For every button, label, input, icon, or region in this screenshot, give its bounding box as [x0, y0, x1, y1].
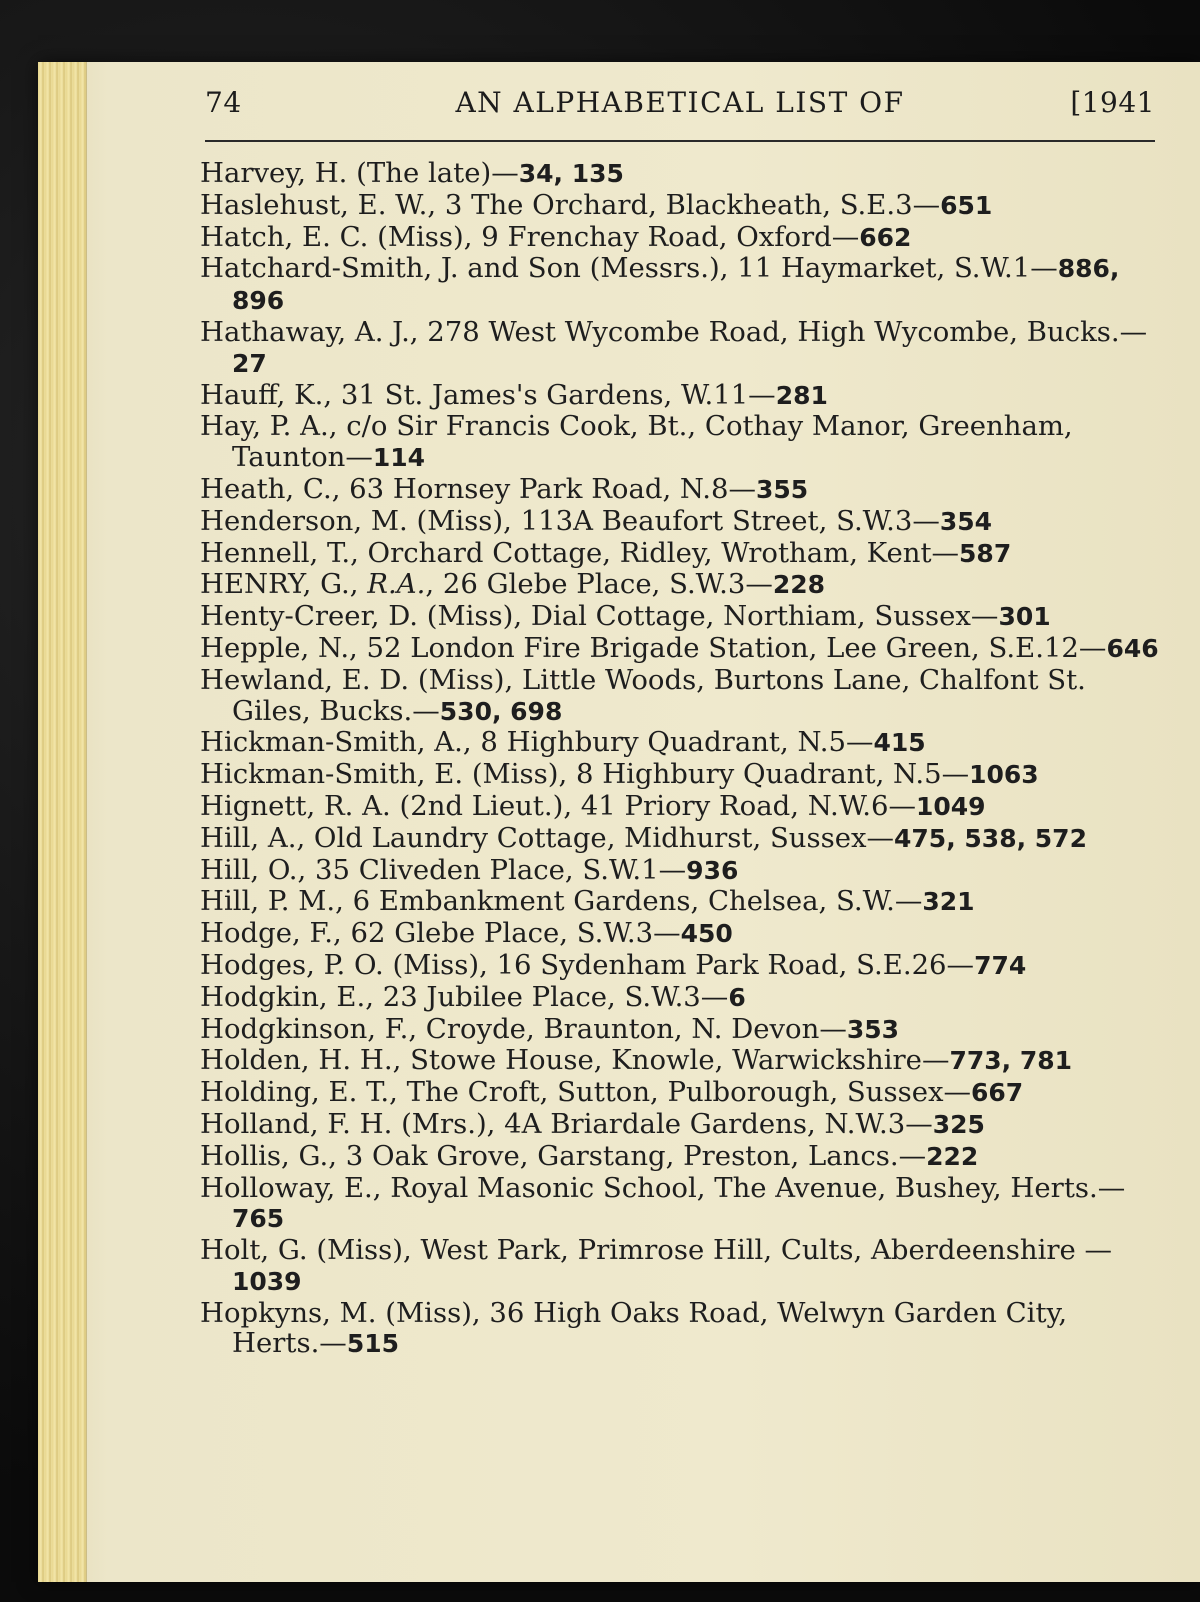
- list-item: [200, 538, 1160, 570]
- entry-text: Hickman-Smith, A., 8 Highbury Quadrant, N.5—: [200, 726, 874, 759]
- list-item: [200, 253, 1160, 317]
- entry-refs: 886, 896: [232, 254, 1120, 316]
- entry-list: [200, 158, 1160, 1360]
- list-item: [200, 190, 1160, 222]
- entry-text: Hathaway, A. J., 278 West Wycombe Road, High Wycombe, Bucks.—: [200, 315, 1148, 348]
- list-item: [200, 569, 1160, 601]
- list-item: [200, 380, 1160, 412]
- entry-refs: 222: [926, 1141, 979, 1171]
- entry-refs: 475, 538, 572: [894, 823, 1087, 853]
- entry-refs: 450: [680, 919, 733, 949]
- list-item: [200, 1109, 1160, 1141]
- list-item: [200, 886, 1160, 918]
- entry-refs: 587: [959, 538, 1012, 568]
- header-rule: [205, 140, 1155, 142]
- entry-refs: 114: [372, 443, 426, 473]
- entry-text: Hill, O., 35 Cliveden Place, S.W.1—: [200, 853, 687, 886]
- list-item: [200, 1014, 1160, 1046]
- list-item: [200, 1045, 1160, 1077]
- list-item: [200, 982, 1160, 1014]
- entry-text: Hay, P. A., c/o Sir Francis Cook, Bt., Cothay Manor, Greenham, Taunton—: [200, 410, 1073, 474]
- entry-refs: 354: [939, 506, 993, 536]
- entry-text: Haslehust, E. W., 3 The Orchard, Blackheath, S.E.3—: [200, 188, 941, 221]
- list-item: [200, 222, 1160, 254]
- list-item: [200, 1235, 1160, 1298]
- entry-refs: 1049: [915, 791, 986, 821]
- entry-text: Hatch, E. C. (Miss), 9 Frenchay Road, Oxford—: [200, 220, 860, 253]
- list-item: [200, 855, 1160, 887]
- entry-refs: 1063: [969, 760, 1039, 790]
- entry-refs: 325: [932, 1109, 985, 1139]
- entry-text: Holt, G. (Miss), West Park, Primrose Hill, Cults, Aberdeenshire —: [200, 1234, 1113, 1267]
- entry-refs: 646: [1106, 633, 1159, 663]
- list-item: [200, 633, 1160, 665]
- entry-refs: 228: [772, 570, 826, 600]
- entry-text: Hollis, G., 3 Oak Grove, Garstang, Preston, Lancs.—: [200, 1139, 927, 1172]
- entry-text: Hatchard-Smith, J. and Son (Messrs.), 11 Haymarket, S.W.1—: [200, 252, 1058, 285]
- list-item: [200, 1298, 1160, 1361]
- list-item: [200, 791, 1160, 823]
- list-item: [200, 411, 1160, 474]
- list-item: [200, 759, 1160, 791]
- entry-text: Hickman-Smith, E. (Miss), 8 Highbury Quadrant, N.5—: [200, 758, 970, 791]
- entry-refs: 515: [346, 1329, 399, 1359]
- entry-text: Hennell, T., Orchard Cottage, Ridley, Wrotham, Kent—: [200, 536, 960, 569]
- entry-text: Hignett, R. A. (2nd Lieut.), 41 Priory Road, N.W.6—: [200, 789, 916, 822]
- entry-text: Hodge, F., 62 Glebe Place, S.W.3—: [200, 917, 681, 950]
- list-item: [200, 474, 1160, 506]
- entry-name: HENRY, G.,: [200, 568, 368, 601]
- entry-text: Hill, A., Old Laundry Cottage, Midhurst, Sussex—: [200, 821, 895, 854]
- list-item: [200, 601, 1160, 633]
- page-number: 74: [205, 86, 242, 119]
- running-title: AN ALPHABETICAL LIST OF: [455, 86, 905, 119]
- entry-text: Harvey, H. (The late)—: [200, 157, 519, 189]
- entry-refs: 353: [846, 1014, 900, 1044]
- list-item: [200, 665, 1160, 728]
- entry-refs: 415: [873, 728, 926, 758]
- list-item: [200, 317, 1160, 380]
- page-edge: [38, 62, 87, 1582]
- entry-text: Henty-Creer, D. (Miss), Dial Cottage, Northiam, Sussex—: [200, 600, 999, 633]
- entry-text: Hopkyns, M. (Miss), 36 High Oaks Road, Welwyn Garden City, Herts.—: [200, 1296, 1068, 1360]
- list-item: [200, 727, 1160, 759]
- entry-text: Hodgkinson, F., Croyde, Braunton, N. Devon—: [200, 1012, 847, 1045]
- entry-text: Hauff, K., 31 St. James's Gardens, W.11—: [200, 378, 776, 411]
- entry-refs: 530, 698: [439, 696, 563, 726]
- entry-refs: 34, 135: [518, 159, 624, 188]
- entry-text: Hodgkin, E., 23 Jubilee Place, S.W.3—: [200, 980, 729, 1013]
- entry-text: Hodges, P. O. (Miss), 16 Sydenham Park Road, S.E.26—: [200, 948, 975, 981]
- entry-text: , 26 Glebe Place, S.W.3—: [425, 568, 773, 601]
- list-item: [200, 1077, 1160, 1109]
- entry-refs: 667: [970, 1078, 1024, 1108]
- entry-refs: 774: [974, 950, 1027, 980]
- entry-refs: 355: [755, 474, 809, 504]
- list-item: [200, 158, 1160, 190]
- entry-text: Holloway, E., Royal Masonic School, The Avenue, Bushey, Herts.—: [200, 1171, 1126, 1204]
- entry-text: Hill, P. M., 6 Embankment Gardens, Chelsea, S.W.—: [200, 885, 923, 918]
- entry-refs: 321: [922, 887, 975, 917]
- entry-honour: R.A.: [367, 568, 426, 601]
- entry-refs: 6: [728, 982, 746, 1012]
- list-item: [200, 918, 1160, 950]
- list-item: [200, 950, 1160, 982]
- entry-text: Heath, C., 63 Hornsey Park Road, N.8—: [200, 472, 756, 505]
- entry-refs: 773, 781: [949, 1046, 1073, 1076]
- entry-text: Holden, H. H., Stowe House, Knowle, Warwickshire—: [200, 1044, 950, 1077]
- entry-refs: 1039: [232, 1266, 302, 1296]
- entry-refs: 301: [998, 602, 1051, 632]
- entry-refs: 27: [232, 348, 267, 378]
- list-item: [200, 823, 1160, 855]
- entry-text: Holland, F. H. (Mrs.), 4A Briardale Gardens, N.W.3—: [200, 1107, 933, 1140]
- entry-refs: 765: [232, 1204, 285, 1234]
- entry-text: Henderson, M. (Miss), 113A Beaufort Street, S.W.3—: [200, 504, 940, 537]
- list-item: [200, 506, 1160, 538]
- page-header: [205, 86, 1155, 126]
- entry-text: Hewland, E. D. (Miss), Little Woods, Burtons Lane, Chalfont St. Giles, Bucks.—: [200, 663, 1086, 727]
- header-year: [1941: [1070, 86, 1155, 119]
- entry-refs: 651: [940, 190, 993, 220]
- entry-refs: 281: [775, 380, 828, 410]
- entry-text: Hepple, N., 52 London Fire Brigade Station, Lee Green, S.E.12—: [200, 631, 1107, 664]
- list-item: [200, 1173, 1160, 1236]
- entry-text: Holding, E. T., The Croft, Sutton, Pulborough, Sussex—: [200, 1076, 971, 1109]
- list-item: [200, 1141, 1160, 1173]
- entry-refs: 936: [686, 855, 739, 885]
- entry-refs: 662: [859, 222, 912, 252]
